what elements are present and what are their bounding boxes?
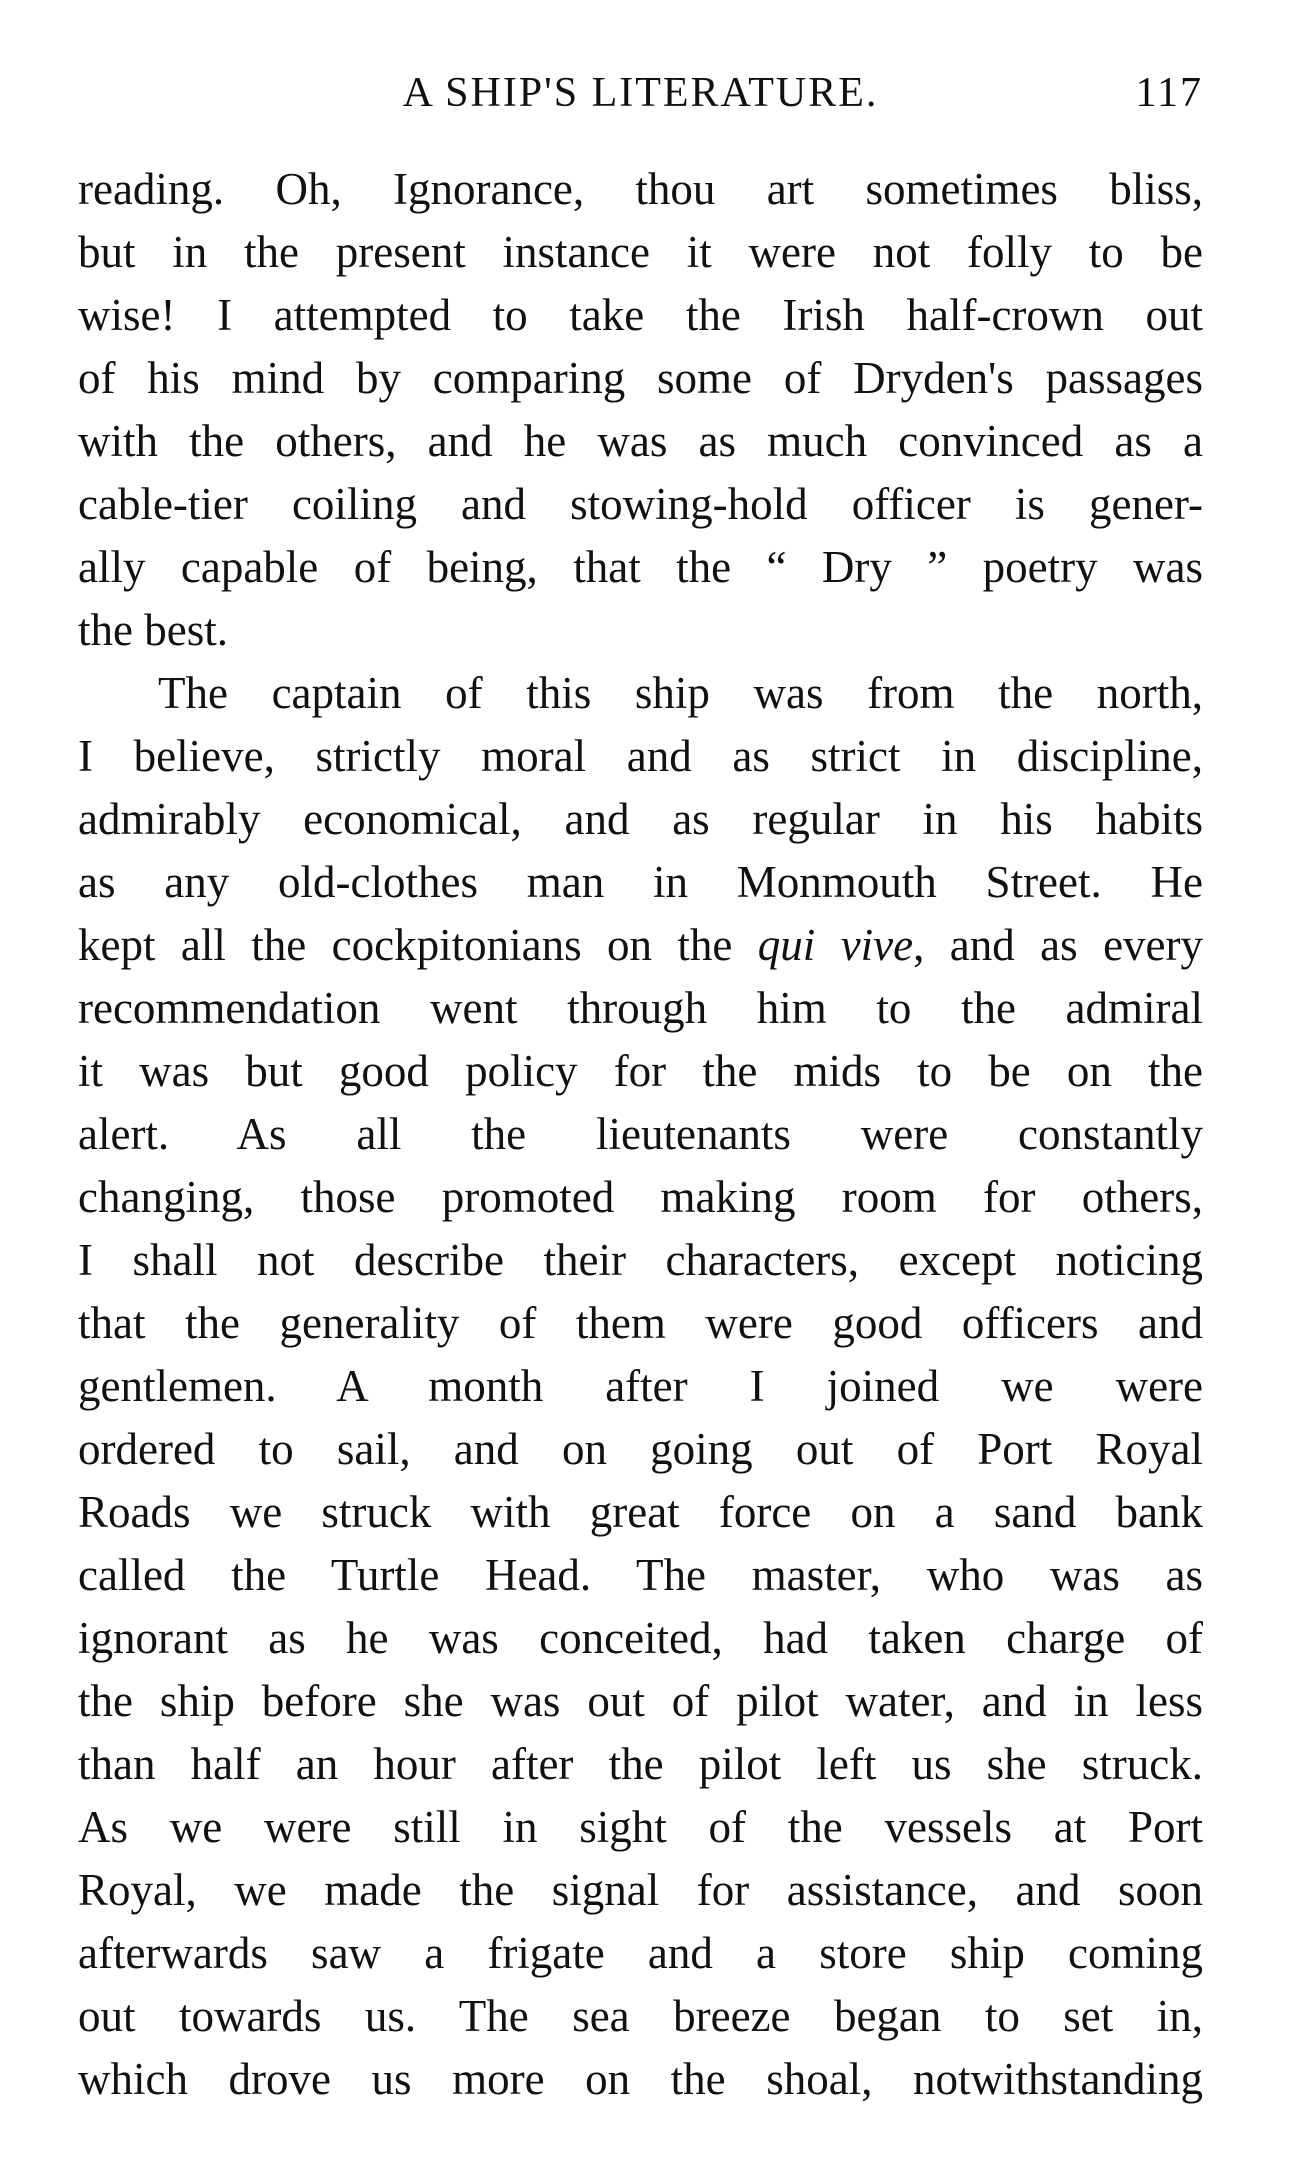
- running-head: [78, 68, 1203, 118]
- text-run: kept all the cockpitonians on the: [78, 920, 758, 970]
- text-line: that the generality of them were good officers and: [78, 1298, 1203, 1348]
- text-line: the ship before she was out of pilot water, and in less: [78, 1676, 1203, 1726]
- text-line: As we were still in sight of the vessels at Port: [78, 1802, 1203, 1852]
- text-line: than half an hour after the pilot left us she struck.: [78, 1739, 1203, 1789]
- paragraph-1: [78, 158, 1203, 662]
- text-line: admirably economical, and as regular in his habits: [78, 794, 1203, 844]
- paragraph-2: [78, 662, 1203, 2111]
- text-line: with the others, and he was as much convinced as a: [78, 416, 1203, 466]
- text-line: gentlemen. A month after I joined we were: [78, 1361, 1203, 1411]
- text-line: ordered to sail, and on going out of Port Royal: [78, 1424, 1203, 1474]
- text-line: cable-tier coiling and stowing-hold officer is gener-: [78, 479, 1203, 529]
- text-line: which drove us more on the shoal, notwithstanding: [78, 2054, 1203, 2104]
- text-line: but in the present instance it were not folly to be: [78, 227, 1203, 277]
- page-number: 117: [1135, 70, 1203, 116]
- text-line: recommendation went through him to the admiral: [78, 983, 1203, 1033]
- text-line: alert. As all the lieutenants were constantly: [78, 1109, 1203, 1159]
- text-line: it was but good policy for the mids to be on the: [78, 1046, 1203, 1096]
- text-line: Roads we struck with great force on a sand bank: [78, 1487, 1203, 1537]
- text-line: The captain of this ship was from the north,: [158, 668, 1203, 718]
- text-line: the best.: [78, 605, 228, 655]
- text-line: called the Turtle Head. The master, who was as: [78, 1550, 1203, 1600]
- text-line: ignorant as he was conceited, had taken charge of: [78, 1613, 1203, 1663]
- text-line: changing, those promoted making room for others,: [78, 1172, 1203, 1222]
- text-line: I shall not describe their characters, except noticing: [78, 1235, 1203, 1285]
- text-line: as any old-clothes man in Monmouth Street. He: [78, 857, 1203, 907]
- text-line: out towards us. The sea breeze began to set in,: [78, 1991, 1203, 2041]
- text-line: reading. Oh, Ignorance, thou art sometimes bliss,: [78, 164, 1203, 214]
- body-text: [78, 158, 1203, 2111]
- text-line: afterwards saw a frigate and a store ship coming: [78, 1928, 1203, 1978]
- text-line: ally capable of being, that the “ Dry ” poetry was: [78, 542, 1203, 592]
- text-line: wise! I attempted to take the Irish half-crown out: [78, 290, 1203, 340]
- text-line: I believe, strictly moral and as strict in discipline,: [78, 731, 1203, 781]
- text-line-with-italic: [78, 914, 1203, 977]
- text-run: , and as every: [913, 920, 1204, 970]
- text-line: Royal, we made the signal for assistance, and soon: [78, 1865, 1203, 1915]
- running-title: A SHIP'S LITERATURE.: [402, 70, 879, 116]
- italic-phrase: qui vive: [757, 920, 914, 970]
- text-line: of his mind by comparing some of Dryden's passages: [78, 353, 1203, 403]
